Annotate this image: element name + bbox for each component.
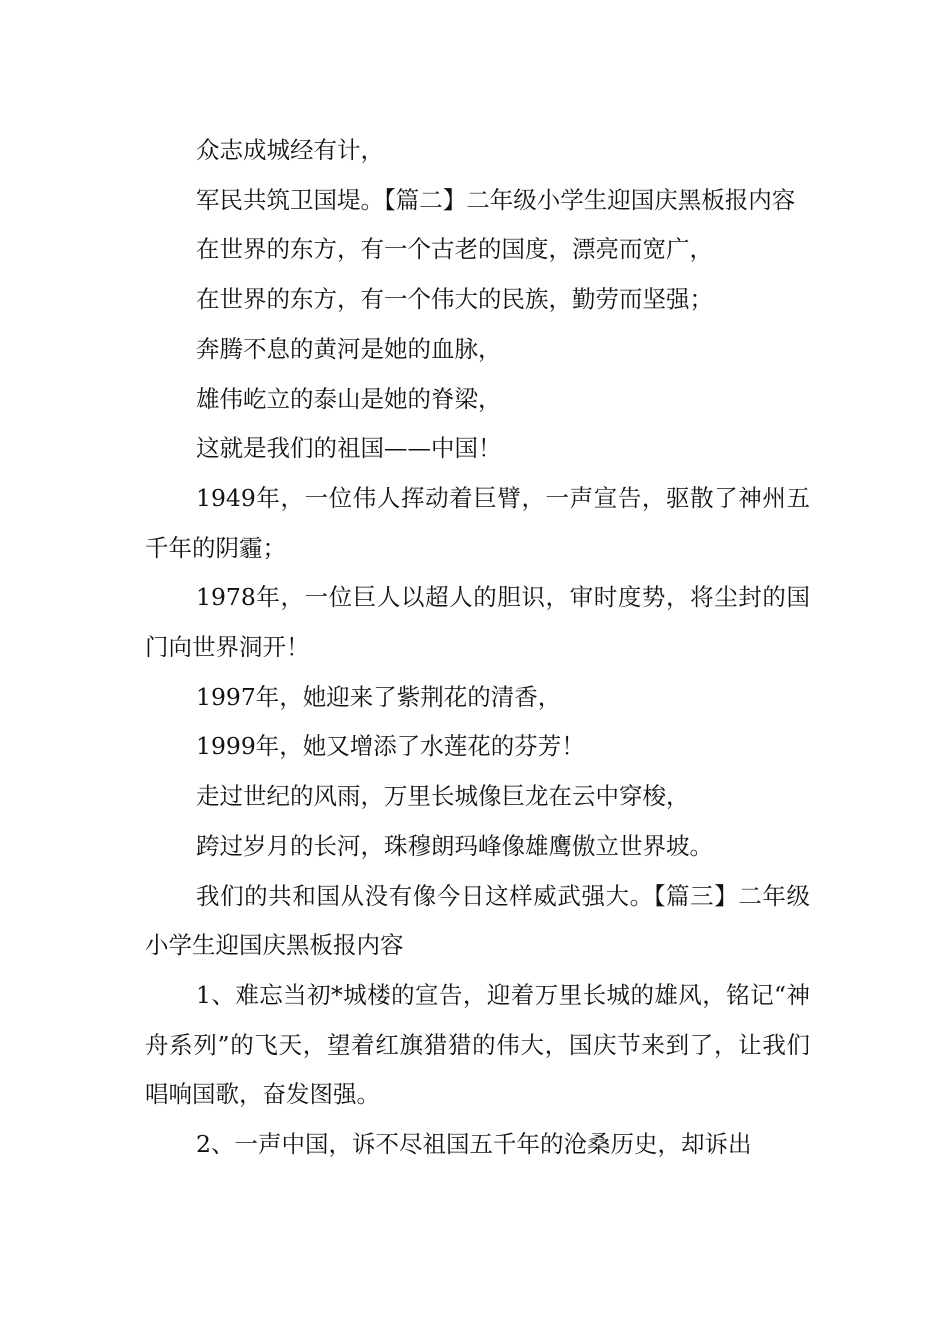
paragraph: 1949年，一位伟人挥动着巨臂，一声宣告，驱散了神州五千年的阴霾； [145,483,810,562]
paragraph: 2、一声中国，诉不尽祖国五千年的沧桑历史，却诉出 [196,1130,752,1159]
paragraph: 在世界的东方，有一个古老的国度，漂亮而宽广， [196,235,713,264]
paragraph: 众志成城经有计， [196,136,384,164]
paragraph: 我们的共和国从没有像今日这样威武强大。【篇三】二年级小学生迎国庆黑板报内容 [145,881,810,960]
paragraph: 走过世纪的风雨，万里长城像巨龙在云中穿梭， [196,782,690,811]
paragraph: 军民共筑卫国堤。【篇二】二年级小学生迎国庆黑板报内容 [196,185,796,214]
paragraph: 1978年，一位巨人以超人的胆识，审时度势，将尘封的国门向世界洞开！ [145,583,810,662]
paragraph: 1999年，她又增添了水莲花的芬芳！ [196,732,585,761]
paragraph: 1、难忘当初*城楼的宣告，迎着万里长城的雄风，铭记“神舟系列”的飞天，望着红旗猎猎的伟大，国庆节来到了，让我们唱响国歌，奋发图强。 [145,980,810,1109]
paragraph: 在世界的东方，有一个伟大的民族，勤劳而坚强； [196,285,713,314]
document-page [145,126,810,1170]
paragraph: 跨过岁月的长河，珠穆朗玛峰像雄鹰傲立世界坡。 [196,831,713,860]
paragraph: 这就是我们的祖国——中国！ [196,434,502,463]
paragraph: 奔腾不息的黄河是她的血脉， [196,334,502,363]
paragraph: 雄伟屹立的泰山是她的脊梁， [196,384,502,413]
paragraph: 1997年，她迎来了紫荆花的清香， [196,682,562,711]
